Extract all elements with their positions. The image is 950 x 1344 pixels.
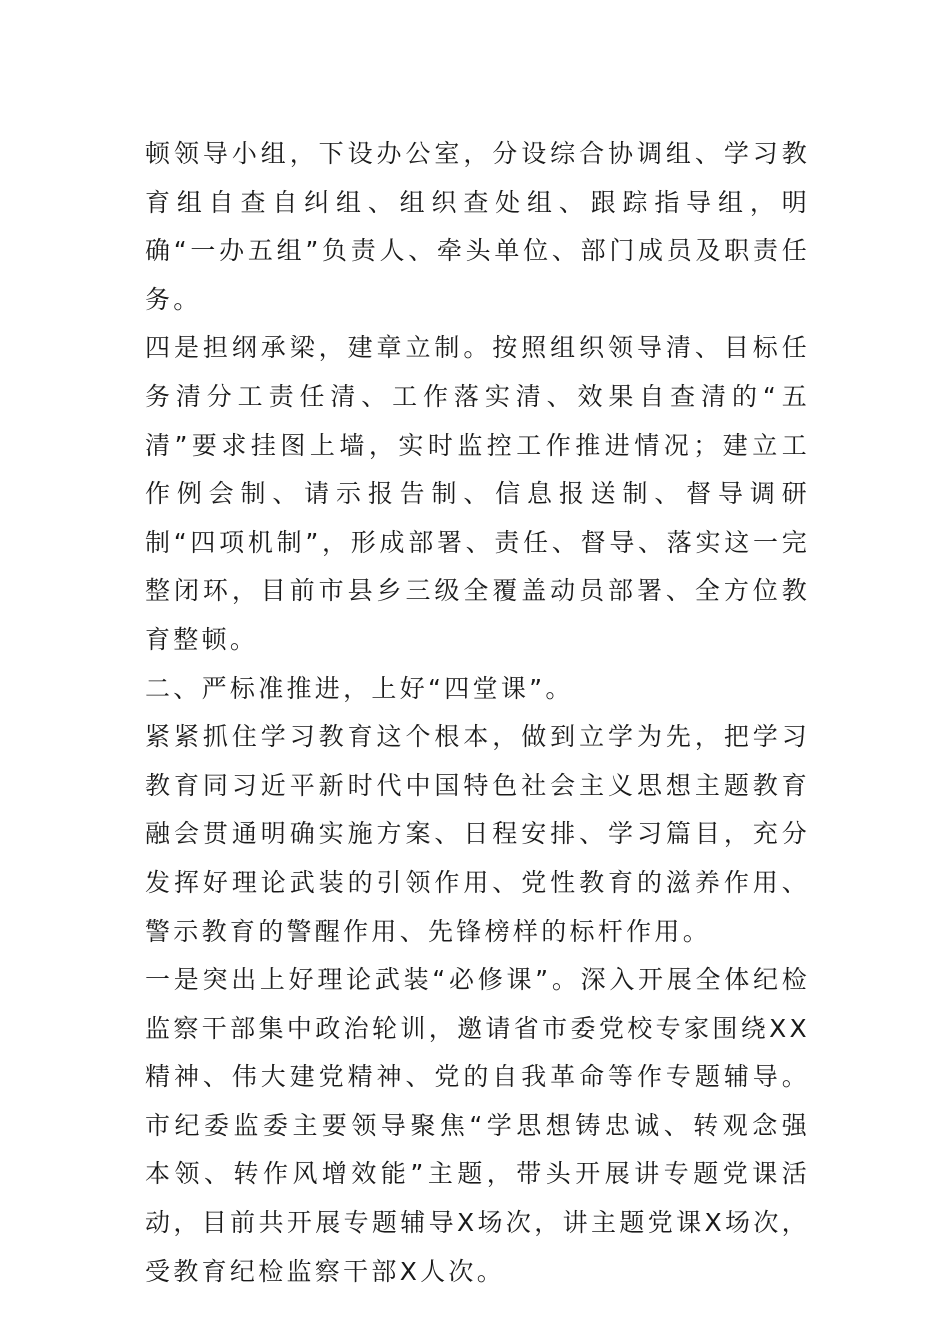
paragraph-study-education: 紧紧抓住学习教育这个根本，做到立学为先，把学习教育同习近平新时代中国特色社会主义思想主题教育融会贯通明确实施方案、日程安排、学习篇目，充分发挥好理论武装的引领作用、党性教育的滋养作用、警示教育的警醒作用、先锋榜样的标杆作用。 (145, 722, 810, 946)
section-heading-four-lessons: 二、严标准推进，上好“四堂课”。 (145, 673, 574, 703)
paragraph-theory-training: 一是突出上好理论武装“必修课”。深入开展全体纪检监察干部集中政治轮训，邀请省市委党校专家围绕XX精神、伟大建党精神、党的自我革命等作专题辅导。市纪委监委主要领导聚焦“学思想铸忠诚、转观念强本领、转作风增效能”主题，带头开展讲专题党课活动，目前共开展专题辅导X场次，讲主题党课X场次，受教育纪检监察干部X人次。 (145, 965, 810, 1286)
paragraph-rules-system: 四是担纲承梁，建章立制。按照组织领导清、目标任务清分工责任清、工作落实清、效果自查清的“五清”要求挂图上墙，实时监控工作推进情况；建立工作例会制、请示报告制、信息报送制、督导调研制“四项机制”，形成部署、责任、督导、落实这一完整闭环，目前市县乡三级全覆盖动员部署、全方位教育整顿。 (145, 333, 810, 654)
paragraph-leadership-group: 顿领导小组，下设办公室，分设综合协调组、学习教育组自查自纠组、组织查处组、跟踪指导组，明确“一办五组”负责人、牵头单位、部门成员及职责任务。 (145, 139, 810, 314)
document-body (145, 130, 810, 1296)
